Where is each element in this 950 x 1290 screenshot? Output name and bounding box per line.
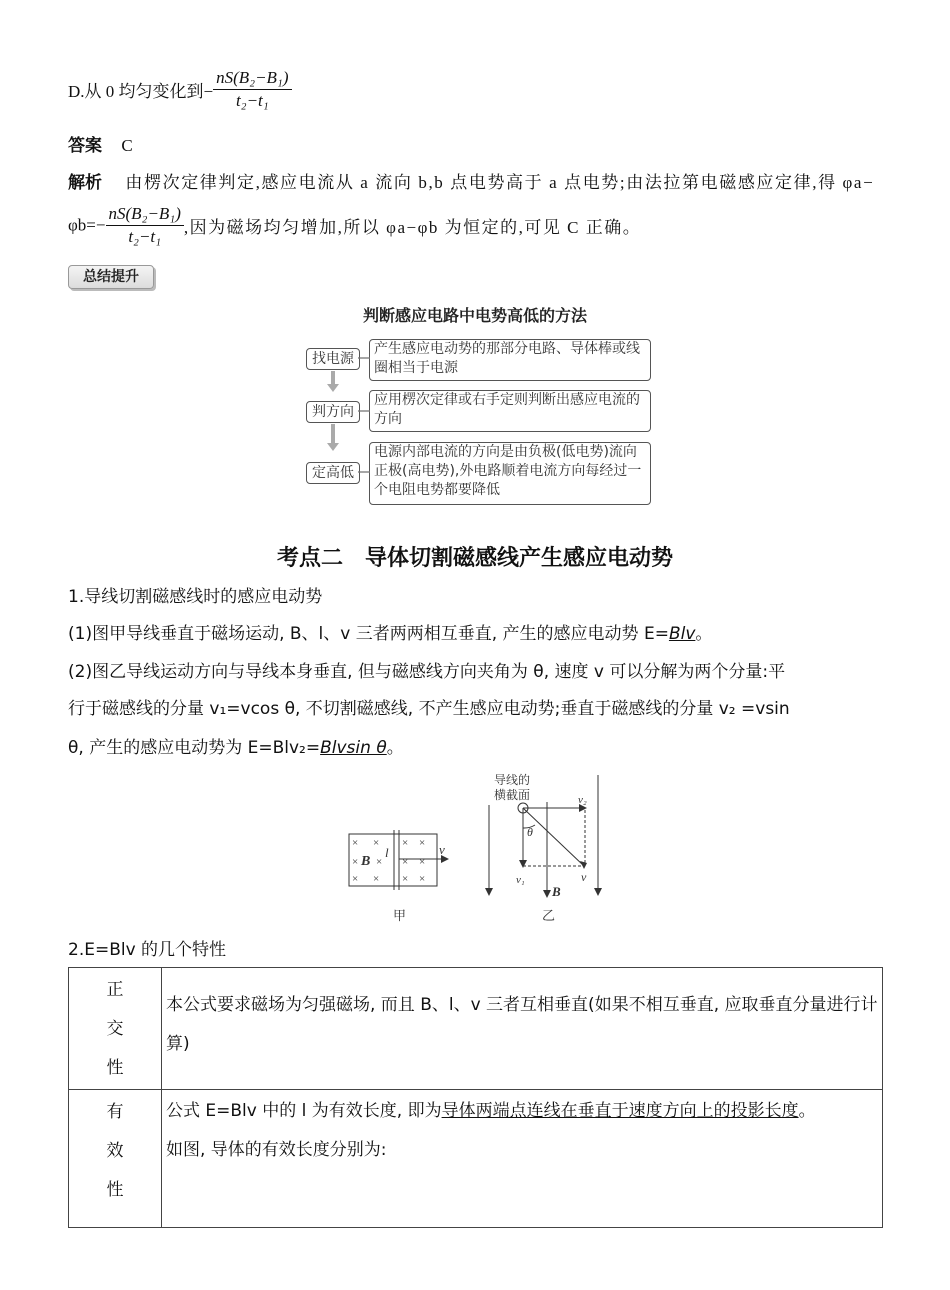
s1-p2-answer: Blvsin θ	[320, 738, 387, 758]
svg-text:×: ×	[352, 873, 359, 885]
svg-text:×: ×	[402, 873, 409, 885]
properties-table	[68, 967, 883, 1228]
section-title	[0, 541, 950, 572]
svg-text:×: ×	[352, 837, 359, 849]
fraction-denominator: t₂−t₁	[235, 91, 269, 110]
flow-step-2-text: 应用楞次定律或右手定则判断出感应电流的方向	[374, 392, 640, 427]
flow-step-2-label-text: 判方向	[312, 404, 354, 420]
answer-line	[68, 131, 133, 156]
s1-heading-text: 1.导线切割磁感线时的感应电动势	[68, 587, 323, 607]
fraction-numerator: nS(B₂−B₁)	[106, 203, 184, 226]
s1-p2-text-2: 行于磁感线的分量 v₁=vcos θ, 不切割磁感线, 不产生感应电动势;垂直于磁感线的分量 v₂ =vsin	[68, 699, 790, 719]
s1-p2-line-3	[68, 733, 404, 758]
flow-step-3-text: 电源内部电流的方向是由负极(低电势)流向正极(高电势),外电路顺着电流方向每经过一个电阻电势都要降低	[374, 444, 642, 498]
summary-tag-label: 总结提升	[83, 269, 139, 285]
row-2-head	[69, 1090, 162, 1228]
option-d	[68, 67, 292, 112]
yi-theta-label: θ	[527, 825, 533, 839]
fraction-denominator: t₂−t₁	[128, 227, 162, 246]
row-2-body-underline: 导体两端点连线在垂直于速度方向上的投影长度	[441, 1101, 799, 1121]
svg-text:×: ×	[419, 873, 426, 885]
section-title-text: 考点二 导体切割磁感线产生感应电动势	[276, 546, 673, 571]
row-1-head-text: 正 交 性	[106, 980, 124, 1078]
jia-caption: 甲	[393, 909, 407, 924]
row-1-head	[69, 968, 162, 1090]
option-d-text: D.从 0 均匀变化到−	[68, 82, 214, 101]
s1-p2-text-1: (2)图乙导线运动方向与导线本身垂直, 但与磁感线方向夹角为 θ, 速度 v 可以分解为两个分量:平	[68, 662, 786, 682]
answer-value: C	[121, 136, 133, 155]
yi-v2-label: v₂	[578, 794, 587, 806]
jia-B-label: B	[361, 854, 371, 869]
yi-v-label: v	[581, 870, 587, 884]
flow-step-1-label-text: 找电源	[312, 351, 354, 367]
flow-step-1-text: 产生感应电动势的那部分电路、导体棒或线圈相当于电源	[374, 341, 640, 376]
s1-p2-text-3: θ, 产生的感应电动势为 E=Blv₂=	[68, 738, 321, 758]
table-row	[69, 1090, 883, 1228]
s2-heading-text: 2.E=Blv 的几个特性	[68, 940, 227, 960]
row-2-body-pre: 公式 E=Blv 中的 l 为有效长度, 即为	[166, 1101, 442, 1121]
svg-text:×: ×	[376, 856, 383, 868]
s2-heading	[68, 935, 226, 960]
yi-cross-label-2: 横截面	[494, 788, 531, 802]
figure-yi	[480, 770, 610, 926]
row-2-body-post: 。	[798, 1101, 816, 1121]
row-2-body	[162, 1090, 883, 1228]
analysis-fraction	[106, 203, 184, 248]
flow-step-1-box	[369, 339, 651, 381]
analysis-label: 解析	[68, 173, 102, 193]
table-row	[69, 968, 883, 1090]
flow-step-3-label-text: 定高低	[312, 465, 354, 481]
flow-title	[0, 303, 950, 326]
s1-p1-end: 。	[695, 624, 713, 644]
analysis-text-1: 由楞次定律判定,感应电流从 a 流向 b,b 点电势高于 a 点电势;由法拉第电磁感应定律,得 φa−	[125, 173, 875, 192]
s1-p1	[68, 619, 712, 644]
yi-cross-label-1: 导线的	[494, 773, 531, 787]
s1-p2-line-2	[68, 694, 790, 719]
yi-B-label: B	[552, 884, 561, 899]
row-2-head-text: 有 效 性	[106, 1102, 124, 1200]
flow-connectors	[300, 340, 380, 510]
s1-p2-line-1	[68, 657, 785, 682]
row-2-body-line-1	[166, 1092, 878, 1131]
figure-jia	[345, 826, 455, 926]
jia-v-label: v	[439, 842, 445, 857]
jia-l-label: l	[385, 845, 389, 860]
svg-text:×: ×	[402, 856, 409, 868]
s1-p1-text: (1)图甲导线垂直于磁场运动, B、l、v 三者两两相互垂直, 产生的感应电动势 E=	[68, 624, 669, 644]
fraction-numerator: nS(B₂−B₁)	[213, 67, 291, 90]
flow-title-text: 判断感应电路中电势高低的方法	[362, 306, 587, 325]
svg-text:×: ×	[373, 837, 380, 849]
yi-v1-label: v₁	[516, 874, 525, 886]
option-d-fraction	[213, 67, 291, 112]
analysis-text-2-pre: φb=−	[68, 215, 106, 235]
analysis-line-2	[68, 203, 641, 248]
flow-step-3-box	[369, 442, 651, 505]
analysis-line-1	[68, 168, 874, 193]
svg-text:×: ×	[352, 856, 359, 868]
svg-text:×: ×	[373, 873, 380, 885]
svg-text:×: ×	[419, 856, 426, 868]
flow-step-2-box	[369, 390, 651, 432]
svg-text:×: ×	[419, 837, 426, 849]
s1-p1-answer: Blv	[668, 624, 696, 644]
s1-heading	[68, 582, 322, 607]
analysis-text-2-post: ,因为磁场均匀增加,所以 φa−φb 为恒定的,可见 C 正确。	[183, 218, 642, 237]
row-2-body-line-2: 如图, 导体的有效长度分别为:	[166, 1140, 387, 1160]
yi-caption: 乙	[542, 909, 556, 924]
answer-label: 答案	[68, 136, 102, 156]
row-1-body-text: 本公式要求磁场为匀强磁场, 而且 B、l、v 三者互相垂直(如果不相互垂直, 应取垂直分量进行计算)	[166, 995, 878, 1054]
svg-text:×: ×	[402, 837, 409, 849]
row-1-body	[162, 968, 883, 1090]
summary-tag	[68, 265, 154, 289]
s1-p2-end: 。	[386, 738, 404, 758]
